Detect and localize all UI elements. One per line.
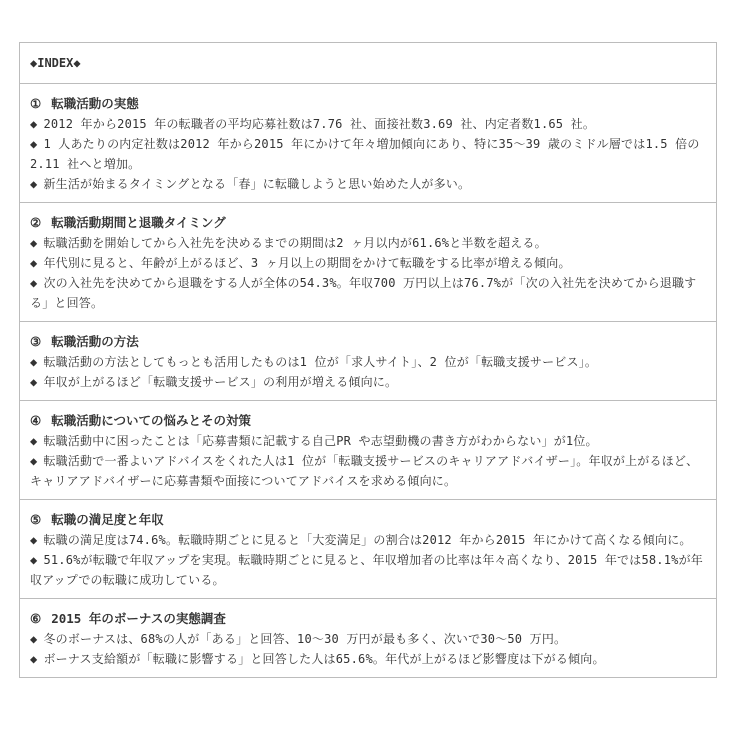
section-title [30, 213, 706, 233]
diamond-bullet-icon: ◆ [30, 177, 38, 191]
list-item-text: 転職活動で一番よいアドバイスをくれた人は1 位が「転職支援サービスのキャリアアドバイザー」。年収が上がるほど、キャリアアドバイザーに応募書類や面接についてアドバイスを求める傾向に。 [30, 454, 699, 488]
list-item-text: 転職活動を開始してから入社先を決めるまでの期間は2 ヶ月以内が61.6%と半数を超える。 [43, 236, 547, 250]
bullet-list [30, 114, 706, 194]
section-title-text: 転職の満足度と年収 [51, 512, 164, 527]
index-table [19, 42, 717, 678]
list-item-text: 転職の満足度は74.6%。転職時期ごとに見ると「大変満足」の割合は2012 年から2015 年にかけて高くなる傾向に。 [43, 533, 692, 547]
bullet-list [30, 233, 706, 313]
section-title-text: 転職活動の実態 [51, 96, 139, 111]
list-item-text: ボーナス支給額が「転職に影響する」と回答した人は65.6%。年代が上がるほど影響度は下がる傾向。 [43, 652, 605, 666]
bullet-list [30, 629, 706, 669]
section-number: ③ [30, 334, 42, 349]
section-title [30, 510, 706, 530]
section-title [30, 609, 706, 629]
list-item [30, 134, 706, 174]
list-item [30, 273, 706, 313]
diamond-bullet-icon: ◆ [30, 434, 38, 448]
diamond-bullet-icon: ◆ [30, 236, 38, 250]
diamond-bullet-icon: ◆ [30, 355, 38, 369]
section-title-text: 転職活動の方法 [51, 334, 139, 349]
list-item-text: 年収が上がるほど「転職支援サービス」の利用が増える傾向に。 [43, 375, 398, 389]
section-title-text: 2015 年のボーナスの実態調査 [51, 611, 226, 626]
section-number: ⑥ [30, 611, 42, 626]
section-number: ④ [30, 413, 42, 428]
diamond-bullet-icon: ◆ [30, 276, 38, 290]
section-title-text: 転職活動期間と退職タイミング [51, 215, 226, 230]
list-item-text: 転職活動中に困ったことは「応募書類に記載する自己PR や志望動機の書き方がわからない」が1位。 [43, 434, 598, 448]
list-item [30, 451, 706, 491]
list-item-text: 次の入社先を決めてから退職をする人が全体の54.3%。年収700 万円以上は76.7%が「次の入社先を決めてから退職する」と回答。 [30, 276, 697, 310]
diamond-bullet-icon: ◆ [30, 256, 38, 270]
list-item [30, 649, 706, 669]
section-title [30, 332, 706, 352]
diamond-bullet-icon: ◆ [30, 553, 38, 567]
list-item [30, 629, 706, 649]
index-section [20, 401, 716, 500]
section-number: ② [30, 215, 42, 230]
index-section [20, 84, 716, 203]
list-item-text: 51.6%が転職で年収アップを実現。転職時期ごとに見ると、年収増加者の比率は年々高くなり、2015 年では58.1%が年収アップでの転職に成功している。 [30, 553, 703, 587]
list-item [30, 233, 706, 253]
list-item [30, 174, 706, 194]
index-section [20, 203, 716, 322]
bullet-list [30, 352, 706, 392]
list-item [30, 253, 706, 273]
list-item [30, 372, 706, 392]
list-item [30, 114, 706, 134]
index-section [20, 599, 716, 677]
bullet-list [30, 431, 706, 491]
diamond-bullet-icon: ◆ [30, 652, 38, 666]
index-sections [20, 84, 716, 677]
list-item [30, 530, 706, 550]
diamond-bullet-icon: ◆ [30, 375, 38, 389]
list-item-text: 1 人あたりの内定社数は2012 年から2015 年にかけて年々増加傾向にあり、特に35～39 歳のミドル層では1.5 倍の2.11 社へと増加。 [30, 137, 700, 171]
diamond-bullet-icon: ◆ [30, 137, 38, 151]
index-header: ◆INDEX◆ [20, 43, 716, 84]
list-item-text: 2012 年から2015 年の転職者の平均応募社数は7.76 社、面接社数3.69 社、内定者数1.65 社。 [43, 117, 596, 131]
section-number: ⑤ [30, 512, 42, 527]
list-item-text: 転職活動の方法としてもっとも活用したものは1 位が「求人サイト」、2 位が「転職支援サービス」。 [43, 355, 598, 369]
diamond-bullet-icon: ◆ [30, 117, 38, 131]
list-item-text: 冬のボーナスは、68%の人が「ある」と回答、10～30 万円が最も多く、次いで30～50 万円。 [43, 632, 567, 646]
section-title-text: 転職活動についての悩みとその対策 [51, 413, 251, 428]
index-section [20, 322, 716, 401]
list-item [30, 431, 706, 451]
section-title [30, 94, 706, 114]
diamond-bullet-icon: ◆ [30, 454, 38, 468]
list-item-text: 年代別に見ると、年齢が上がるほど、3 ヶ月以上の期間をかけて転職をする比率が増える傾向。 [43, 256, 571, 270]
list-item [30, 352, 706, 372]
bullet-list [30, 530, 706, 590]
list-item [30, 550, 706, 590]
list-item-text: 新生活が始まるタイミングとなる「春」に転職しようと思い始めた人が多い。 [43, 177, 471, 191]
index-section [20, 500, 716, 599]
section-number: ① [30, 96, 42, 111]
section-title [30, 411, 706, 431]
diamond-bullet-icon: ◆ [30, 533, 38, 547]
diamond-bullet-icon: ◆ [30, 632, 38, 646]
